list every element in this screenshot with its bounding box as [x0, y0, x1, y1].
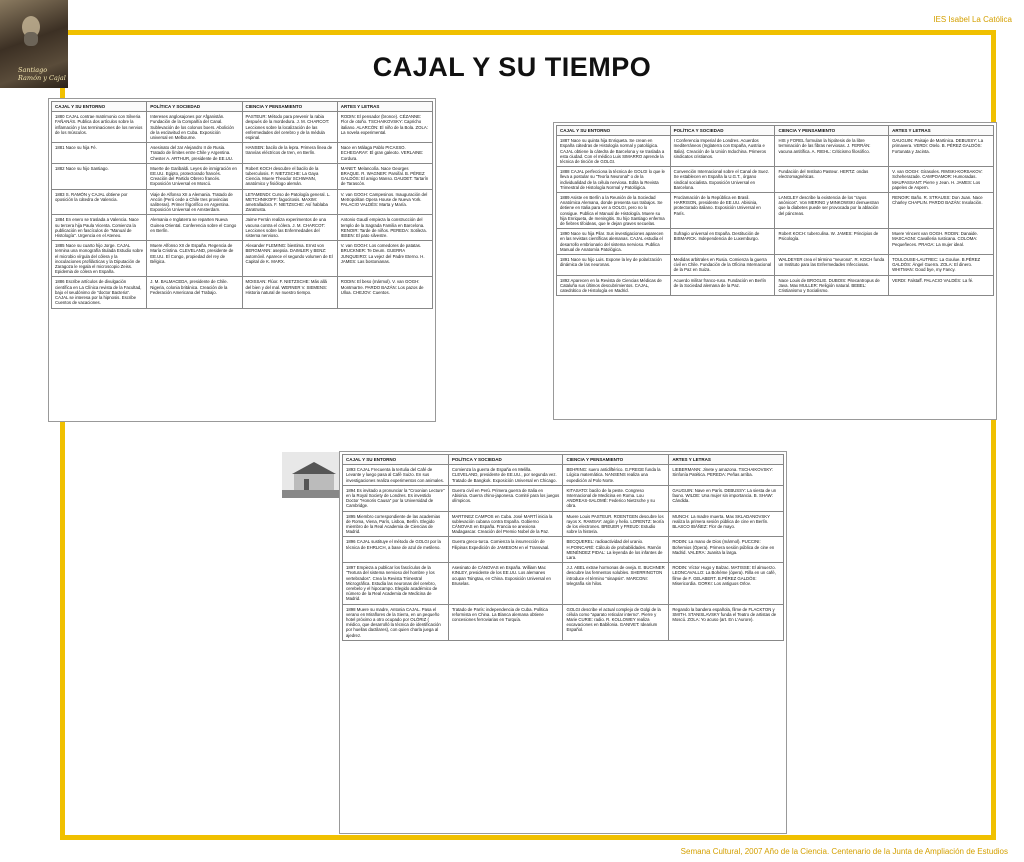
timeline-table-1893: [342, 454, 784, 641]
table-row: [52, 112, 433, 143]
table-cell: 1890 Nace su hija Pilar. Sus investigaciones aparecen en las revistas científicas alemanas. CAJAL estudia el desarrollo embrionario del sistema nervioso. Publica Manual de Anatomía Patológica.: [557, 229, 671, 255]
table-cell: Sufragio universal en España. Destitución de BISMARCK. Independencia de Luxemburgo.: [670, 229, 775, 255]
table-row: [343, 511, 784, 537]
table-cell: 1896 CAJAL sustituye el método de GOLGI por la técnica de EHRLICH, a base de azul de metileno.: [343, 537, 449, 563]
table-cell: Nace Louis de BROGLIE. DUBOIS: Pitecantropus de Java. Max MULLER: Religión natural. BEBEL: Cristianismo y Socialismo.: [775, 275, 889, 296]
table-cell: Alexander FLEMING: biestima. Ernst von BERGMANN: asepsia. DAIMLER y BENZ: automóvil. Aparece el segundo volumen de El Capital de K. MARX.: [242, 241, 337, 277]
table-cell: Asesinato del zar Alejandro II de Rusia. Tratado de límites entre Chile y Argentina. Chester A. ARTHUR, presidente de EE.UU.: [147, 143, 242, 164]
table-cell: LIEBERMANN: Jinete y amazona. TSCHAIKOVSKY: Sinfonía Patética. PEREDA: Peñas arriba.: [669, 465, 784, 486]
table-cell: Convención Internacional sobre el Canal de Suez. Se establecen en España la U.G.T., órgano sindical socialista. Exposición Universal en Barcelona.: [670, 167, 775, 193]
table-cell: RODIN: El beso (mármol). V. van GOGH: Montmartre. PARDO BAZÁN: Los pazos de Ulloa. CHEJOV: Cuentos.: [337, 277, 432, 308]
table-cell: Intereses anglosajones por Afganistán. Fundación de la Compañía del Canal. Sublevación de los colonos boers. Abolición de la esclavitud en Cuba. Exposición universal en Melbourne.: [147, 112, 242, 143]
table-cell: 1885 Nace su cuarto hijo Jorge. CAJAL termina una monografía titulada Estudio sobre el microbio vírgula del cólera y la inoculaciones profilácticas y la Diputación de Zaragoza le regala el microscopio Zeiss. Epidemia de cólera en España.: [52, 241, 147, 277]
table-cell: 1889 Asiste en Berlín a la Reunión de la Sociedad Anatómica Alemana, donde presenta sus trabajos. Se detiene en Italia para ver a GOLGI, pero no lo consigue. Publica el Manual de Histología. Muere su hija Enriqueta, de meningitis. Su hijo Santiago enferma de fiebres tifoideas, que le dejan graves secuelas.: [557, 193, 671, 229]
table-cell: Robert KOCH descubre el bacilo de la tuberculosis. F. NIETZSCHE: La Gaya Ciencia. Muere Theodor SCHWANN, anatómico y fisiólogo alemán.: [242, 163, 337, 189]
table-cell: RENOIR: Baño. R. STRAUSS: Don Juan. Nace Charley CHAPLIN. PARDO BAZÁN: Insolación.: [889, 193, 994, 229]
table-cell: LANGLEY describe la existencia de los "rayos anónicos". Von MERING y MINKOWSKI demuestran que la diabetes puede ser provocada por la ablación del páncreas.: [775, 193, 889, 229]
table-row: [557, 275, 994, 296]
table-cell: Robert KOCH: tuberculina. W. JAMES: Principios de Psicología.: [775, 229, 889, 255]
table-cell: Nace en Málaga Pablo PICASSO. ECHEGARAY: El gran galeoto. VERLAINE: Cordura.: [337, 143, 432, 164]
table-cell: BEHRING: suero antidiftérico. G.FREGE funda la Lógica matemática. NANSENS realiza una expedición al Polo Norte.: [563, 465, 669, 486]
table-cell: RODIN: La mano de Dios (mármol). PUCCINI: Bohemios (Ópera). Primera sesión pública de cine en Madrid. VALERA: Juanita la larga.: [669, 537, 784, 563]
table-cell: WALDEYER crea el término "neurona". R. KOCH funda un Instituto para las Enfermedades Infecciosas.: [775, 255, 889, 276]
table-row: [52, 241, 433, 277]
table-row: [557, 136, 994, 167]
table-cell: Guerra civil en Perú. Primera guerra de Italia en Abisinia. Guerra chino-japonesa. Comité para los juegos olímpicos.: [448, 485, 563, 511]
table-row: [52, 215, 433, 241]
org-name: IES Isabel La Católica: [933, 15, 1012, 24]
table-cell: V. van GOGH: Los comedores de patatas. BRUCKNER: Te Deum. GUERRA JUNQUEIRO: La vejez del Padre Eterno. H. JAMES: Las bostonianas.: [337, 241, 432, 277]
table-cell: J. M. BALMACEDA, presidente de Chile. Nigeria, colonia británica. Creación de la Federación Americana del Trabajo.: [147, 277, 242, 308]
table-cell: TOULOUSE-LAUTREC: La Goulue. B.PÉREZ GALDÓS: Ángel Guerra. ZOLA: El dinero. WHITMAN: Good bye, my Fancy.: [889, 255, 994, 276]
table-cell: KITASATO: bacilo de la peste. Congreso Internacional de Medicina en Roma. Lou ANDREAS-SALOMÉ: Federico Nietzsche y su obra.: [563, 485, 669, 511]
table-cell: Regando la bandera española, filme de FLACKTON y SMITH. STANISLAVSKY funda el Teatro de artistas de Moscú. ZOLA: Yo acuso (art. En L'Aurore).: [669, 604, 784, 640]
table-cell: 1895 Miembro correspondiente de las academias de Roma, Viena, París, Lisboa, Berlín. Elegido miembro de la Real Academia de Ciencias de Madrid.: [343, 511, 449, 537]
table-cell: Medidas arbitrales en Rusia. Comienza la guerra civil en Chile. Fundación de la Oficina Internacional de la Paz en Suiza.: [670, 255, 775, 276]
table-cell: 1883 S. RAMÓN y CAJAL obtiene por oposición la cátedra de Valencia.: [52, 189, 147, 215]
village-house-photo: [282, 452, 344, 498]
table-row: [557, 193, 994, 229]
col-header-artes: ARTES Y LETRAS: [889, 126, 994, 136]
portrait-caption: Santiago Ramón y Cajal: [18, 66, 66, 82]
table-cell: J.J. ABEL extrae hormonas de oveja. E. BUCHNER descubre las fermentos solubles. SHERRINGTON introduce el término "sinapsis". MARCONI: telegrafía sin hilos.: [563, 563, 669, 604]
table-row: [343, 563, 784, 604]
table-cell: Jaime Ferrán realiza experimentos de una vacuna contra el cólera. J. M. CHARCOT: Lecciones sobre las Enfermedades del sistema nervioso.: [242, 215, 337, 241]
table-cell: 1880 CAJAL contrae matrimonio con Silveria FAÑANÁS. Publica dos artículos sobre la inflamación y las terminaciones de los nervios de los músculos.: [52, 112, 147, 143]
table-cell: I Conferencia Imperial de Londres. Acuerdos mediterráneos (Inglaterra con España, Austria e Italia). Creación de la Unión Indochina. Primeros sindicatos cristianos.: [670, 136, 775, 167]
table-row: [52, 277, 433, 308]
table-cell: 1888 CAJAL perfecciona la técnica de GOLGI lo que le lleva a postular su "Teoría Neuronal" o de la individualidad de la célula nerviosa. Edita la Revista Trimestral de Histología Normal y Patológica.: [557, 167, 671, 193]
table-cell: V. van GOGH: Girasoles. RIMSKI-KORSAKOV: Scheherazade. CAMPOAMOR: Humoradas. MAUPASSANT: Pierre y Jean. H. JAMES: Los papeles de Aspern.: [889, 167, 994, 193]
table-cell: 1887 Nace su quinta hija Enriqueta. Se crean en España cátedras de Histología normal y patológica. CAJAL obtiene la cátedra de Barcelona y se traslada a esta ciudad. Con el médico Luis SIMARRO aprende la técnica de tinción de GOLGI.: [557, 136, 671, 167]
table-cell: 1886 Escribe artículos de divulgación científica en La Clínica revista de la Facultad, bajo el seudónimo de "doctor Bacteria". CAJAL se interesa por la hipnosis. Escribe Cuentos de vacaciones.: [52, 277, 147, 308]
table-cell: HANSEN: bacilo de la lepra. Primera línea de tranvías eléctricos de tren, en Berlín.: [242, 143, 337, 164]
table-cell: 1897 Empieza a publicar los fascículos de la "Textura del sistema nervioso del hombre y los vertebrados". Crea la Revista Trimestral Micrográfica. Estudia las neuronas del cerebro, cerebelo y el hipocampo. Elegido académico de número de la Real Academia de Medicina de Madrid.: [343, 563, 449, 604]
table-cell: Alemania e Inglaterra se reparten Nueva Guinea Oriental. Conferencia sobre el Congo en Berlín.: [147, 215, 242, 241]
table-cell: HIS y FOREL formulan la hipótesis de la libre terminación de las fibras nerviosas. J. FERRÁN: vacuna antitífica. A. RIEHL: Criticismo filosófico.: [775, 136, 889, 167]
table-cell: MANET: Melancolía. Nace Georges BRAQUE. R. WAGNER: Parsifal. B. PÉREZ GALDÓS: El amigo Manso. DAUDET: Tartarín de Tarascón.: [337, 163, 432, 189]
col-header-politica: POLÍTICA Y SOCIEDAD: [670, 126, 775, 136]
table-cell: RODIN: Víctor Hugo y Balzac. MATISSE: El almuerzo. LEONCAVALLO: La Bohème (ópera). Rilla en un café, filme de F. GELABERT. B.PÉREZ GALDÓS: Misericordia. GORKI: Los antiguos Orlov.: [669, 563, 784, 604]
col-header-entorno: CAJAL Y SU ENTORNO: [557, 126, 671, 136]
table-cell: Guerra greco-turca. Comienza la insurrección de Filipinas Expedición de JAMESON en el Transvaal.: [448, 537, 563, 563]
table-row: [52, 143, 433, 164]
table-cell: BECQUEREL: radioactividad del uranio. H.POINCARÉ: Cálculo de probabilidades. Ramón MENÉNDEZ PIDAL: La leyenda de los infantes de Lara.: [563, 537, 669, 563]
col-header-politica: POLÍTICA Y SOCIEDAD: [448, 455, 563, 465]
table-cell: Muere Vincent van GOGH. RODIN: Danaide. MASCAGNI: Cavalleria rusticana. COLOMA: Pequeñeces. PRAGA: La mujer ideal.: [889, 229, 994, 255]
table-cell: Fundación del Instituto Pasteur. HERTZ: ondas electromagnéticas.: [775, 167, 889, 193]
table-row: [343, 604, 784, 640]
footer-text: Semana Cultural, 2007 Año de la Ciencia. Centenario de la Junta de Ampliación de Estudios: [680, 847, 1008, 856]
col-header-ciencia: CIENCIA Y PENSAMIENTO: [242, 102, 337, 112]
table-cell: Tratado de París: independencia de Cuba. Política reformista en China. La Blanca alemana obtiene concesiones ferroviarias en Turquía.: [448, 604, 563, 640]
table-cell: 1882 Nace su hijo Santiago.: [52, 163, 147, 189]
table-row: [52, 163, 433, 189]
table-cell: Muerte de Garibaldi. Leyes de inmigración en EE.UU. Egipto, protectorado francés. Creación del Partido Obrero francés. Exposición Universal en Moscú.: [147, 163, 242, 189]
table-cell: 1893 CAJAL Frecuenta la tertulia del Café de Levante y luego pasa al Café Suizo. En sus investigaciones realiza experimentos con animales.: [343, 465, 449, 486]
table-cell: Antonio Gaudí empieza la construcción del templo de la Sagrada Familia en Barcelona. RENOIR: Tarde de niños. PEREDA: Sotileza. IBSEN: El pato silvestre.: [337, 215, 432, 241]
page-title: CAJAL Y SU TIEMPO: [372, 52, 652, 82]
table-cell: 1881 Nace su hija Fé.: [52, 143, 147, 164]
timeline-table-1880s: [51, 101, 433, 309]
table-cell: Muere Louis PASTEUR. ROENTGEN descubre los rayos X. RAMSAY: argón y helio. LORENTZ: teoría de los electrones. BREUER y FREUD: Estudio sobre la histeria.: [563, 511, 669, 537]
col-header-artes: ARTES Y LETRAS: [669, 455, 784, 465]
table-cell: GAUGUIN: Paisaje de Martinica. DEBUSSY: La primavera. VERDI: Otelo. B. PÉREZ GALDÓS: Fortunata y Jacinta.: [889, 136, 994, 167]
table-cell: 1884 En enero se traslada a Valencia. Nace su tercera hija Paula Vicenta. Comienza la publicación en fascículos de "Manual de Histología". Urgencia en el Ateneo.: [52, 215, 147, 241]
col-header-ciencia: CIENCIA Y PENSAMIENTO: [775, 126, 889, 136]
table-cell: 1892 Aparecen en la Revista de Ciencias Médicas de Cataluña sus últimos descubrimientos. CAJAL, catedrático de Histología en Madrid.: [557, 275, 671, 296]
col-header-artes: ARTES Y LETRAS: [337, 102, 432, 112]
timeline-table-1887: [556, 125, 994, 296]
top-bar: [0, 0, 1024, 24]
table-cell: GAUGUIN: Nave en París. DEBUSSY: La siesta de un fauno. WILDE: Una mujer sin importancia. B. SHAW: Cándida.: [669, 485, 784, 511]
col-header-entorno: CAJAL Y SU ENTORNO: [52, 102, 147, 112]
col-header-entorno: CAJAL Y SU ENTORNO: [343, 455, 449, 465]
table-cell: Comienza la guerra de España en Melilla. CLEVELAND, presidente de EE.UU., por segunda vez. Tratado de Bangkok. Exposición Universal en Chicago.: [448, 465, 563, 486]
table-cell: VERDI: Falstaff. PALACIO VALDÉS: La fé.: [889, 275, 994, 296]
table-cell: Viaje de Alfonso XII a Alemania. Tratado de Ancón (Perú cede a Chile tres provincias salitreras). Primer frigorífico en Argentina. Exposición Universal en Amsterdam.: [147, 189, 242, 215]
table-row: [52, 189, 433, 215]
table-cell: Acuerdo militar franco-ruso. Fundación en Berlín de la Sociedad alemana de la Paz.: [670, 275, 775, 296]
table-cell: PASTEUR: Método para prevenir la rabia después de la mordedura. J. M. CHARCOT: Lecciones sobre la localización de las enfermedades del cerebro y de la médula espinal.: [242, 112, 337, 143]
table-cell: 1894 Es invitado a pronunciar la "Croonian Lecture" en la Royal Society de Londres. Es investido Doctor "Honoris Causa" por la Universidad de Cambridge.: [343, 485, 449, 511]
table-cell: MARTINEZ CAMPOS en Cuba. José MARTÍ inicia la sublevación cubana contra España. Gobierno CÁNOVAS en España. Francia se anexiona Madagascar. Creación del Premio Nobel de la Paz.: [448, 511, 563, 537]
table-cell: MUNCH: La madre muerta. Max SKLADANOVSKY realiza la primera sesión pública de cine en Berlín. BLASCO IBÁÑEZ: Flor de mayo.: [669, 511, 784, 537]
table-row: [343, 537, 784, 563]
table-cell: Muere Alfonso XII de España. Regencia de María Cristina. CLEVELAND, presidente de EE.UU. El Congo, propiedad del rey de Bélgica.: [147, 241, 242, 277]
table-cell: LETAMENDI: Curso de Patología general. L. METCHNIKOFF: fagocitosis. MAXIM: ametralladora. F. NIETZSCHE: Así hablaba Zaratrusta.: [242, 189, 337, 215]
table-row: [557, 255, 994, 276]
table-cell: Proclamación de la República en Brasil. HARRISON, presidente de EE.UU. Abisinia, protectorado italiano. Exposición Universal en París.: [670, 193, 775, 229]
table-cell: GOLGI describe el actual complejo de Golgi de la célula como "aparato reticular interno". Pierre y Marie CURIE: radio. R. KOLLOWEY realiza excavaciones en Babilonia. GANIVET: Idearium Español.: [563, 604, 669, 640]
table-row: [557, 229, 994, 255]
table-row: [557, 167, 994, 193]
table-cell: RODIN: El pensador (bronce). CÉZANNE: Flor de otoño. TSCHAIKOVSKY: Capricho italiano. ALARCÓN: El niño de la Bola. ZOLA: La novela experimental.: [337, 112, 432, 143]
table-row: [343, 465, 784, 486]
table-cell: MOISSAN: Flúor. F. NIETZSCHE: Más allá del bien y del mal. WERNER V. SIEMENS: Historia natural de nuestro tiempo.: [242, 277, 337, 308]
table-cell: Asesinato de CÁNOVAS en España. William Mac KINLEY, presidente de los EE.UU. Los alemanes ocupan Tsingtau, en China. Exposición Universal en Bruselas.: [448, 563, 563, 604]
table-cell: 1891 Nace su hijo Luis. Expone la ley de polarización dinámica de las neuronas.: [557, 255, 671, 276]
col-header-ciencia: CIENCIA Y PENSAMIENTO: [563, 455, 669, 465]
table-cell: 1898 Muere su madre, Antonia CAJAL. Pasa el verano en Miraflores de la Sierra, en un pequeño hotel próximo a otro ocupado por OLÓRIZ ( médico, que desarrolló la técnica de identificación por huellas dactilares), con quien charla juega al ajedrez.: [343, 604, 449, 640]
table-row: [343, 485, 784, 511]
col-header-politica: POLÍTICA Y SOCIEDAD: [147, 102, 242, 112]
table-cell: V. van GOGH: Campesinos. Inauguración del Metropolitan Opera House de Nueva York. PALACIO VALDÉS: Marta y María.: [337, 189, 432, 215]
